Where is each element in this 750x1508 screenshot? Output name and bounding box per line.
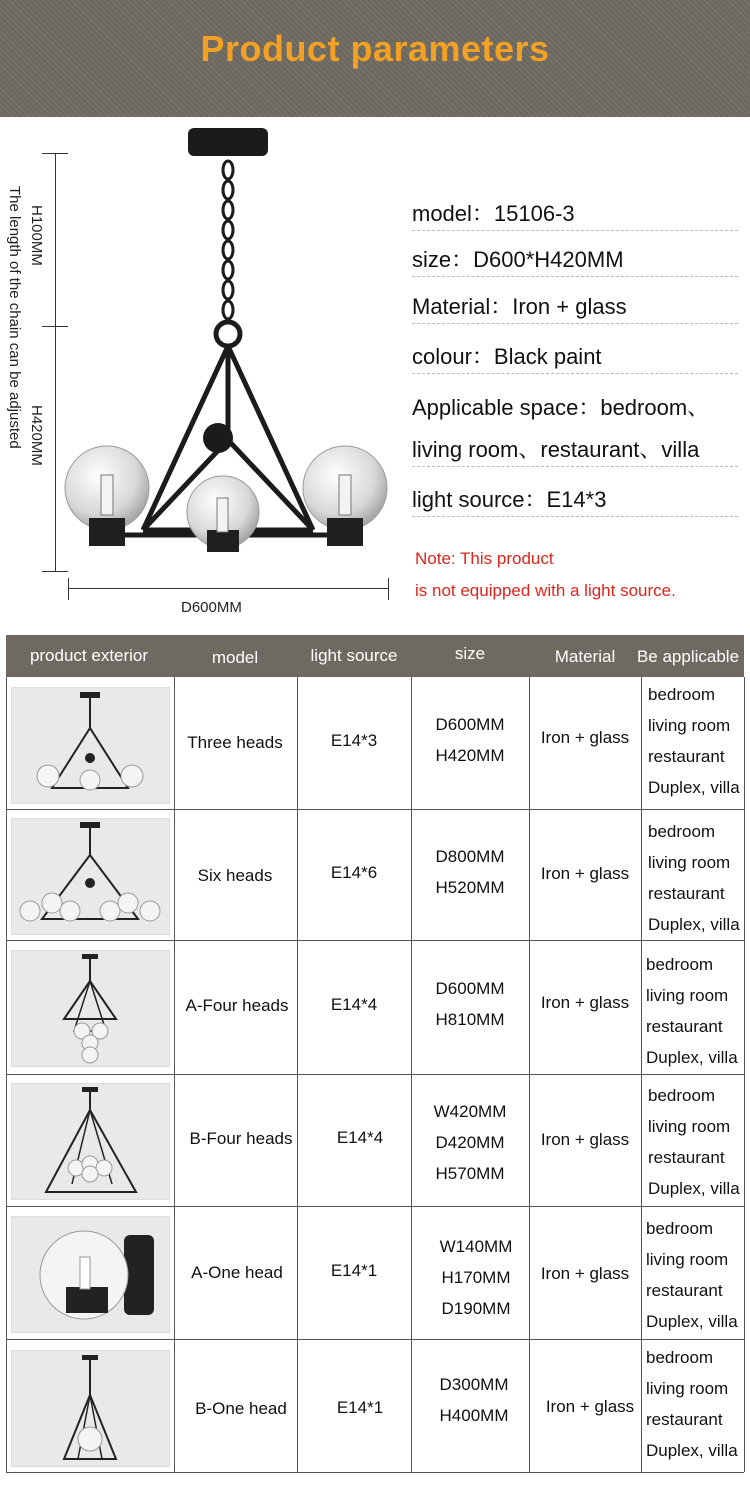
cell-light-source: E14*4 — [330, 995, 378, 1014]
spec-material: Material：Iron + glass — [412, 291, 738, 324]
size-line: H170MM — [441, 1268, 511, 1287]
size-line: D300MM — [439, 1375, 509, 1394]
product-thumbnail — [11, 818, 170, 935]
size-line: W420MM — [433, 1102, 507, 1121]
dimension-tick — [42, 571, 68, 572]
cell-material: Iron + glass — [540, 1130, 630, 1149]
note-line1: Note: This product — [415, 549, 554, 568]
spec-size: size：D600*H420MM — [412, 244, 738, 277]
cell-applicable — [646, 1342, 738, 1466]
note-line2: is not equipped with a light source. — [415, 581, 676, 600]
header-size: size — [454, 644, 486, 663]
product-thumbnail — [11, 1350, 170, 1467]
cell-material: Iron + glass — [540, 728, 630, 747]
cell-light-source: E14*1 — [330, 1261, 378, 1280]
cell-size — [411, 841, 529, 903]
size-line: W140MM — [439, 1237, 513, 1256]
dimension-line-horizontal — [68, 588, 388, 589]
dimension-tick — [42, 153, 68, 154]
header-light-source: light source — [310, 646, 398, 665]
applicable-item: restaurant — [646, 1017, 723, 1036]
chandelier-image — [55, 120, 395, 560]
applicable-item: restaurant — [648, 884, 725, 903]
applicable-item: living room — [648, 716, 731, 735]
spec-space-line2: living room、restaurant、villa — [412, 434, 738, 467]
cell-applicable — [648, 816, 740, 940]
cell-size — [411, 709, 529, 771]
applicable-item: living room — [646, 1250, 729, 1269]
applicable-item: bedroom — [648, 1086, 716, 1105]
dimension-line-vertical — [55, 153, 56, 571]
applicable-item: bedroom — [648, 685, 716, 704]
applicable-item: Duplex, villa — [648, 1179, 740, 1198]
header-material: Material — [554, 647, 616, 666]
chain-height-label: H100MM — [28, 205, 45, 266]
product-thumbnail — [11, 1216, 170, 1333]
applicable-item: bedroom — [646, 1219, 714, 1238]
cell-applicable — [648, 679, 740, 803]
cell-applicable — [646, 1213, 738, 1337]
table-row — [6, 1340, 744, 1473]
applicable-item: bedroom — [648, 822, 716, 841]
size-line: D600MM — [435, 715, 505, 734]
applicable-item: living room — [646, 986, 729, 1005]
applicable-item: Duplex, villa — [646, 1048, 738, 1067]
table-row — [6, 1075, 744, 1207]
size-line: H520MM — [435, 878, 505, 897]
cell-light-source: E14*4 — [336, 1128, 384, 1147]
size-line: H570MM — [435, 1164, 505, 1183]
table-row — [6, 677, 744, 810]
cell-applicable — [646, 949, 738, 1073]
cell-size — [411, 1096, 529, 1189]
header-model: model — [211, 648, 259, 667]
dimension-tick — [388, 578, 389, 600]
cell-applicable — [648, 1080, 740, 1204]
cell-size — [411, 1231, 541, 1324]
dimension-tick — [68, 578, 69, 600]
page-title: Product parameters — [200, 28, 550, 69]
size-line: D190MM — [441, 1299, 511, 1318]
table-row — [6, 810, 744, 941]
table-border — [744, 677, 745, 1472]
cell-model: B-One head — [195, 1399, 287, 1418]
cell-size — [411, 1369, 537, 1431]
dimension-tick — [42, 326, 68, 327]
spec-model: model：15106-3 — [412, 198, 738, 231]
table-header — [6, 635, 744, 677]
diameter-label: D600MM — [181, 599, 242, 616]
body-height-label: H420MM — [28, 405, 45, 466]
product-thumbnail — [11, 687, 170, 804]
spec-colour: colour：Black paint — [412, 341, 738, 374]
applicable-item: living room — [646, 1379, 729, 1398]
applicable-item: living room — [648, 1117, 731, 1136]
applicable-item: restaurant — [646, 1410, 723, 1429]
applicable-item: Duplex, villa — [648, 915, 740, 934]
size-line: H400MM — [439, 1406, 509, 1425]
applicable-item: restaurant — [648, 1148, 725, 1167]
applicable-item: Duplex, villa — [648, 778, 740, 797]
table-row — [6, 941, 744, 1075]
cell-material: Iron + glass — [540, 993, 630, 1012]
size-line: D600MM — [435, 979, 505, 998]
cell-light-source: E14*6 — [330, 863, 378, 882]
cell-size — [411, 973, 529, 1035]
applicable-item: restaurant — [646, 1281, 723, 1300]
cell-light-source: E14*1 — [336, 1398, 384, 1417]
header-banner — [0, 0, 750, 117]
cell-model: A-Four heads — [185, 996, 289, 1015]
size-line: D420MM — [435, 1133, 505, 1152]
spec-light-source: light source：E14*3 — [412, 484, 738, 517]
spec-space-line1: Applicable space：bedroom、 — [412, 395, 710, 420]
table-row — [6, 1207, 744, 1340]
cell-model: A-One head — [191, 1263, 283, 1282]
applicable-item: living room — [648, 853, 731, 872]
header-product-exterior: product exterior — [29, 646, 149, 665]
cell-light-source: E14*3 — [330, 731, 378, 750]
product-thumbnail — [11, 1083, 170, 1200]
cell-material: Iron + glass — [540, 1264, 630, 1283]
size-line: D800MM — [435, 847, 505, 866]
size-line: H810MM — [435, 1010, 505, 1029]
cell-model: Six heads — [197, 866, 273, 885]
applicable-item: bedroom — [646, 955, 714, 974]
cell-material: Iron + glass — [540, 864, 630, 883]
cell-material: Iron + glass — [545, 1397, 635, 1416]
applicable-item: bedroom — [646, 1348, 714, 1367]
cell-model: B-Four heads — [189, 1129, 293, 1148]
applicable-item: restaurant — [648, 747, 725, 766]
size-line: H420MM — [435, 746, 505, 765]
header-be-applicable: Be applicable — [636, 647, 740, 666]
chain-note-label: The length of the chain can be adjusted — [6, 186, 23, 449]
product-thumbnail — [11, 950, 170, 1067]
cell-model: Three heads — [187, 733, 283, 752]
applicable-item: Duplex, villa — [646, 1441, 738, 1460]
applicable-item: Duplex, villa — [646, 1312, 738, 1331]
